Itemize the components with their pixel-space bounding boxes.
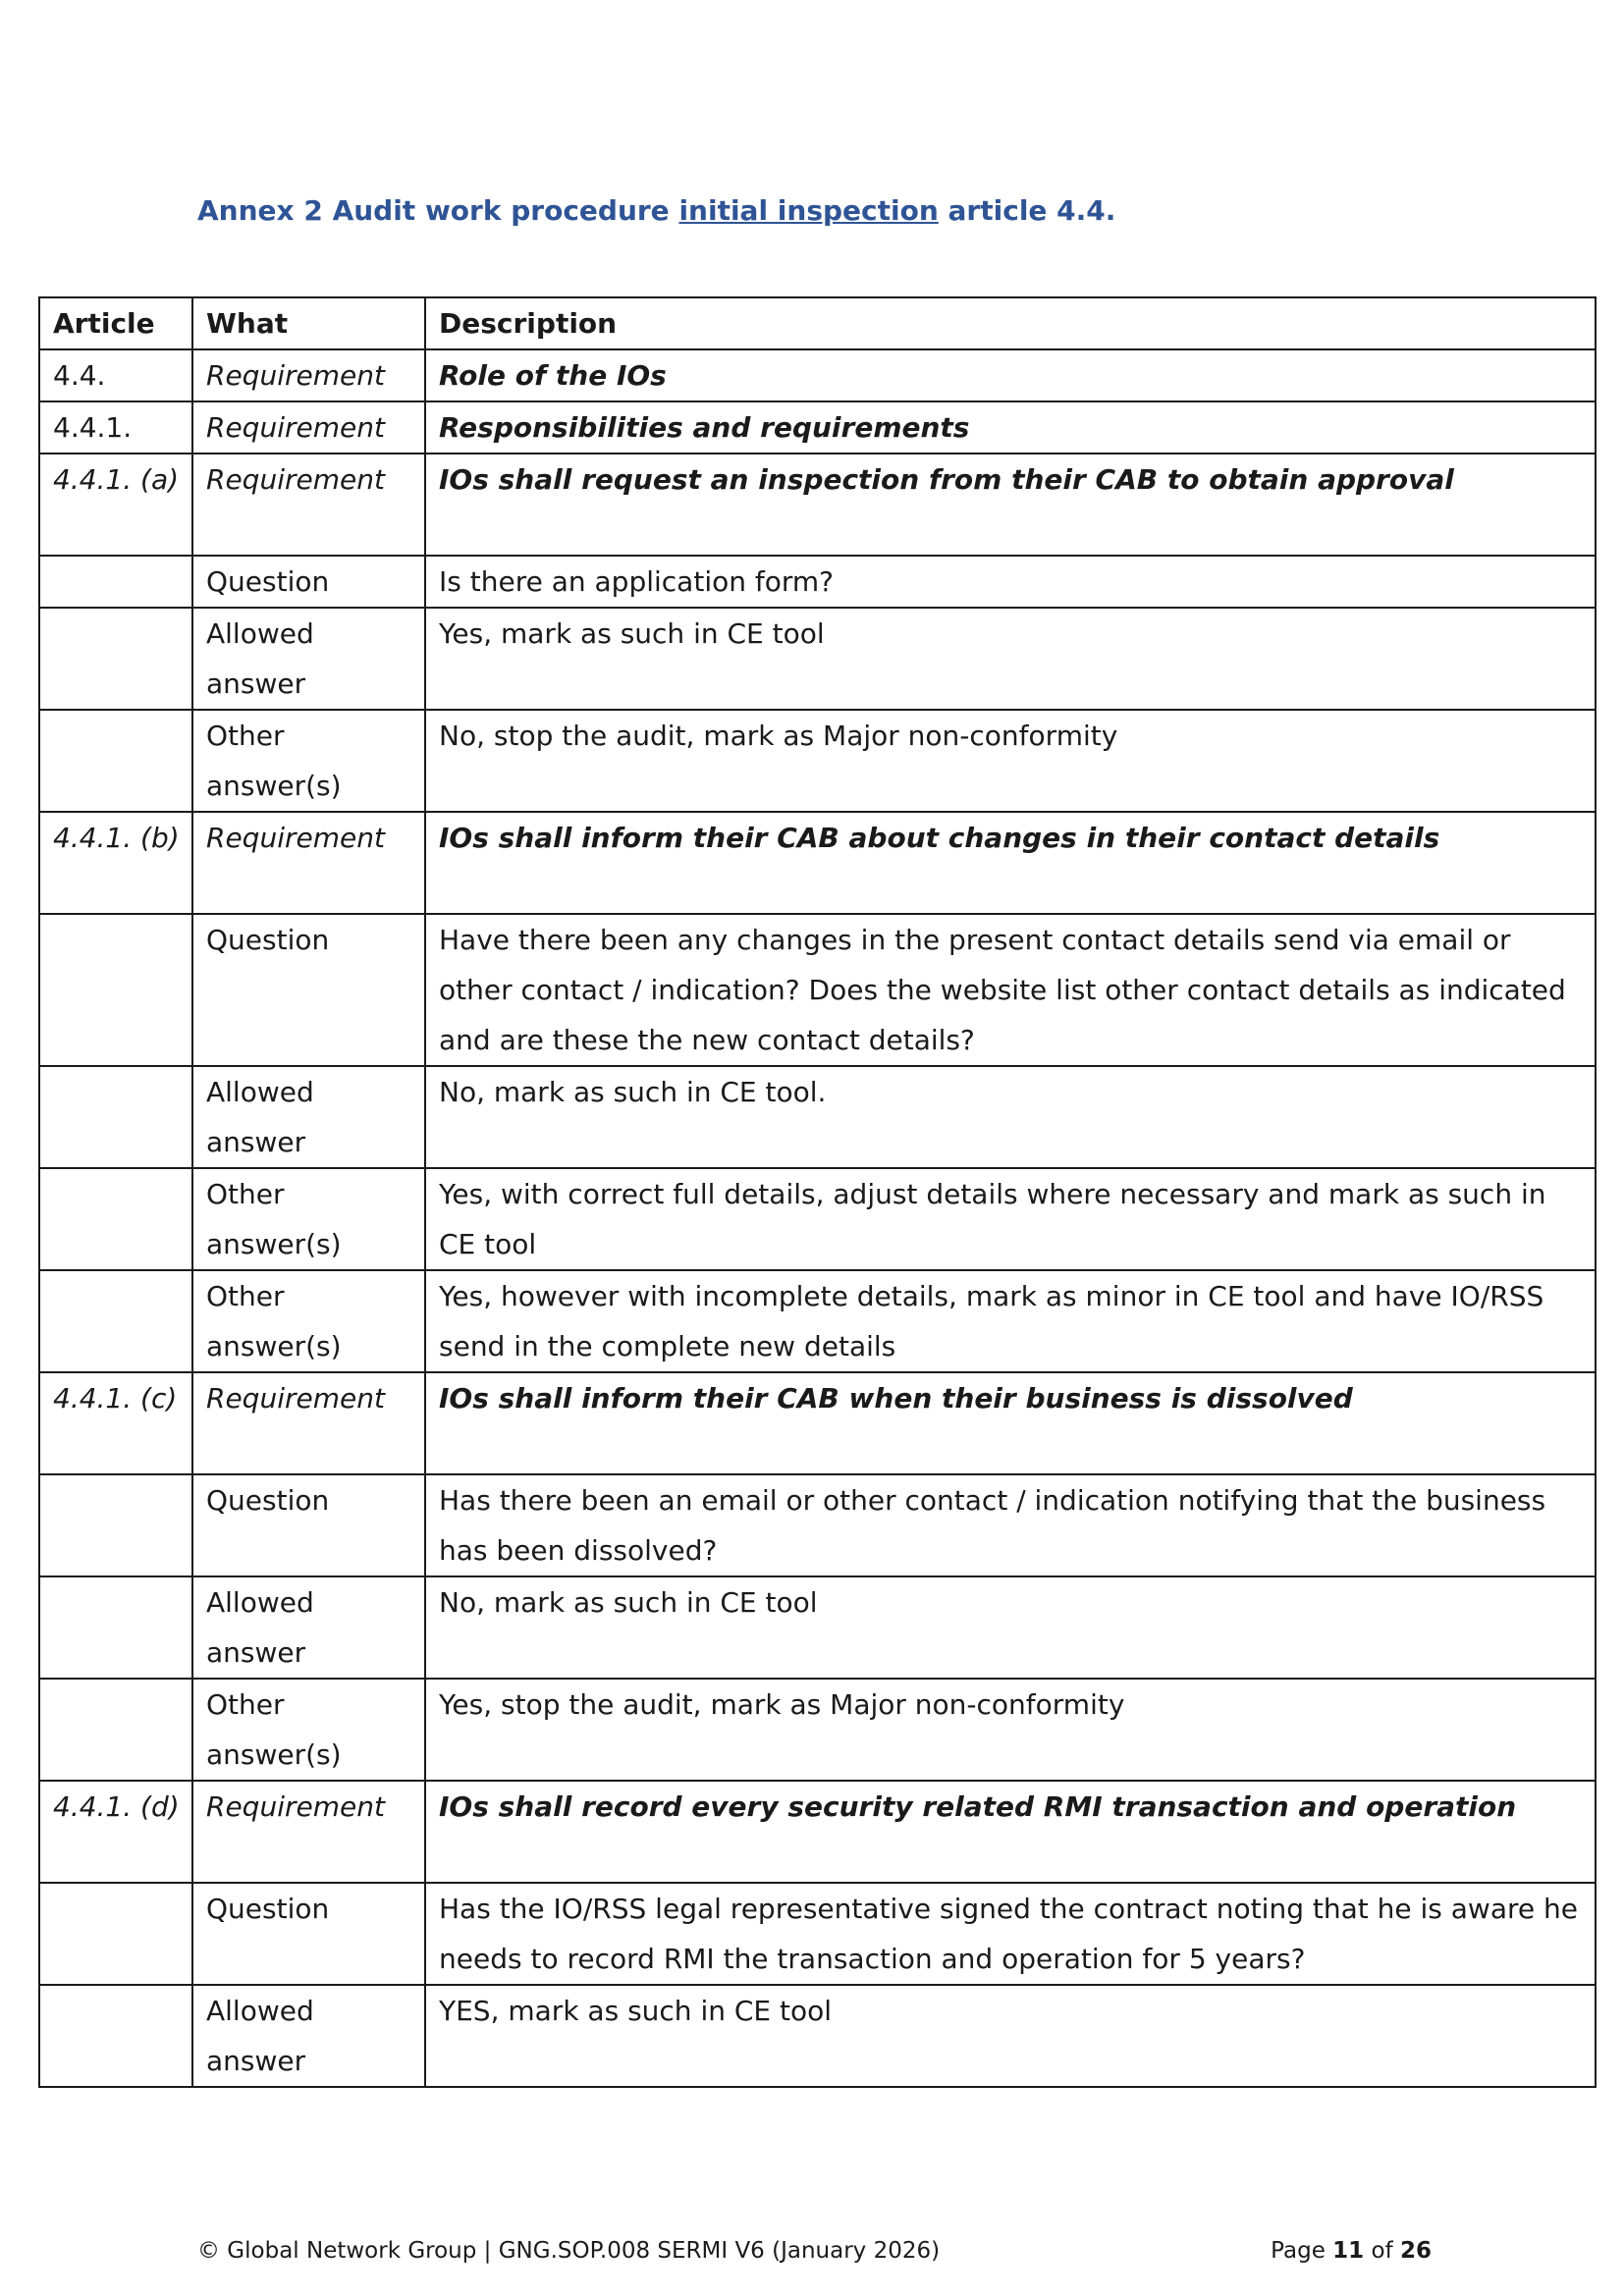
what-cell: Other answer(s) xyxy=(192,1270,425,1372)
page-of-label: of xyxy=(1364,2238,1400,2264)
table-row xyxy=(39,454,1596,556)
table-row xyxy=(39,812,1596,914)
article-cell: 4.4.1. (b) xyxy=(39,812,192,914)
table-row xyxy=(39,1883,1596,1985)
heading-part2: article 4.4. xyxy=(938,194,1116,227)
article-cell xyxy=(39,608,192,710)
description-cell: Yes, with correct full details, adjust details where necessary and mark as such in CE tool xyxy=(425,1168,1596,1270)
heading-underlined: initial inspection xyxy=(678,194,939,227)
table-row xyxy=(39,1270,1596,1372)
header-description: Description xyxy=(425,297,1596,349)
table-header-row xyxy=(39,297,1596,349)
table-row xyxy=(39,710,1596,812)
what-cell: Requirement xyxy=(192,401,425,454)
what-cell: Question xyxy=(192,1883,425,1985)
what-cell: Requirement xyxy=(192,1372,425,1474)
what-cell: Allowed answer xyxy=(192,608,425,710)
article-cell xyxy=(39,1066,192,1168)
header-article: Article xyxy=(39,297,192,349)
description-cell: IOs shall record every security related RMI transaction and operation xyxy=(425,1781,1596,1883)
what-cell: Requirement xyxy=(192,454,425,556)
table-row xyxy=(39,556,1596,608)
page-current: 11 xyxy=(1332,2238,1365,2264)
what-cell: Requirement xyxy=(192,812,425,914)
description-cell: IOs shall request an inspection from their CAB to obtain approval xyxy=(425,454,1596,556)
description-cell: IOs shall inform their CAB when their business is dissolved xyxy=(425,1372,1596,1474)
table-row xyxy=(39,1168,1596,1270)
table-row xyxy=(39,1781,1596,1883)
table-row xyxy=(39,1474,1596,1576)
what-cell: Allowed answer xyxy=(192,1985,425,2087)
description-cell: Has the IO/RSS legal representative signed the contract noting that he is aware he needs to record RMI the transaction and operation for 5 years? xyxy=(425,1883,1596,1985)
description-cell: IOs shall inform their CAB about changes in their contact details xyxy=(425,812,1596,914)
what-cell: Other answer(s) xyxy=(192,1168,425,1270)
annex-heading xyxy=(197,194,1115,227)
article-cell: 4.4. xyxy=(39,349,192,401)
what-cell: Requirement xyxy=(192,1781,425,1883)
table-row xyxy=(39,1576,1596,1679)
article-cell xyxy=(39,1474,192,1576)
article-cell xyxy=(39,1576,192,1679)
article-cell xyxy=(39,1679,192,1781)
table-row xyxy=(39,1985,1596,2087)
audit-table xyxy=(38,296,1597,2088)
article-cell xyxy=(39,1883,192,1985)
table-row xyxy=(39,1066,1596,1168)
article-cell: 4.4.1. (a) xyxy=(39,454,192,556)
footer-page-number xyxy=(1271,2238,1432,2264)
description-cell: Yes, however with incomplete details, mark as minor in CE tool and have IO/RSS send in the complete new details xyxy=(425,1270,1596,1372)
table-row xyxy=(39,608,1596,710)
article-cell: 4.4.1. xyxy=(39,401,192,454)
table-row xyxy=(39,914,1596,1066)
article-cell xyxy=(39,1168,192,1270)
article-cell xyxy=(39,914,192,1066)
table-row xyxy=(39,401,1596,454)
description-cell: No, mark as such in CE tool. xyxy=(425,1066,1596,1168)
description-cell: Is there an application form? xyxy=(425,556,1596,608)
header-what: What xyxy=(192,297,425,349)
heading-part1: Annex 2 Audit work procedure xyxy=(197,194,679,227)
what-cell: Allowed answer xyxy=(192,1576,425,1679)
description-cell: YES, mark as such in CE tool xyxy=(425,1985,1596,2087)
what-cell: Question xyxy=(192,556,425,608)
article-cell xyxy=(39,556,192,608)
what-cell: Question xyxy=(192,914,425,1066)
description-cell: No, stop the audit, mark as Major non-conformity xyxy=(425,710,1596,812)
description-cell: Role of the IOs xyxy=(425,349,1596,401)
page-label: Page xyxy=(1271,2238,1333,2264)
page-total: 26 xyxy=(1399,2238,1432,2264)
article-cell: 4.4.1. (c) xyxy=(39,1372,192,1474)
what-cell: Allowed answer xyxy=(192,1066,425,1168)
description-cell: Have there been any changes in the present contact details send via email or other contact / indication? Does the website list other contact details as indicated and are these the new contact details? xyxy=(425,914,1596,1066)
article-cell xyxy=(39,1270,192,1372)
article-cell xyxy=(39,710,192,812)
article-cell xyxy=(39,1985,192,2087)
what-cell: Other answer(s) xyxy=(192,1679,425,1781)
what-cell: Other answer(s) xyxy=(192,710,425,812)
description-cell: Yes, stop the audit, mark as Major non-conformity xyxy=(425,1679,1596,1781)
what-cell: Question xyxy=(192,1474,425,1576)
article-cell: 4.4.1. (d) xyxy=(39,1781,192,1883)
description-cell: No, mark as such in CE tool xyxy=(425,1576,1596,1679)
table-row xyxy=(39,349,1596,401)
description-cell: Responsibilities and requirements xyxy=(425,401,1596,454)
description-cell: Has there been an email or other contact / indication notifying that the business has been dissolved? xyxy=(425,1474,1596,1576)
table-row xyxy=(39,1679,1596,1781)
description-cell: Yes, mark as such in CE tool xyxy=(425,608,1596,710)
what-cell: Requirement xyxy=(192,349,425,401)
footer-copyright: © Global Network Group | GNG.SOP.008 SERMI V6 (January 2026) xyxy=(197,2238,941,2264)
table-row xyxy=(39,1372,1596,1474)
